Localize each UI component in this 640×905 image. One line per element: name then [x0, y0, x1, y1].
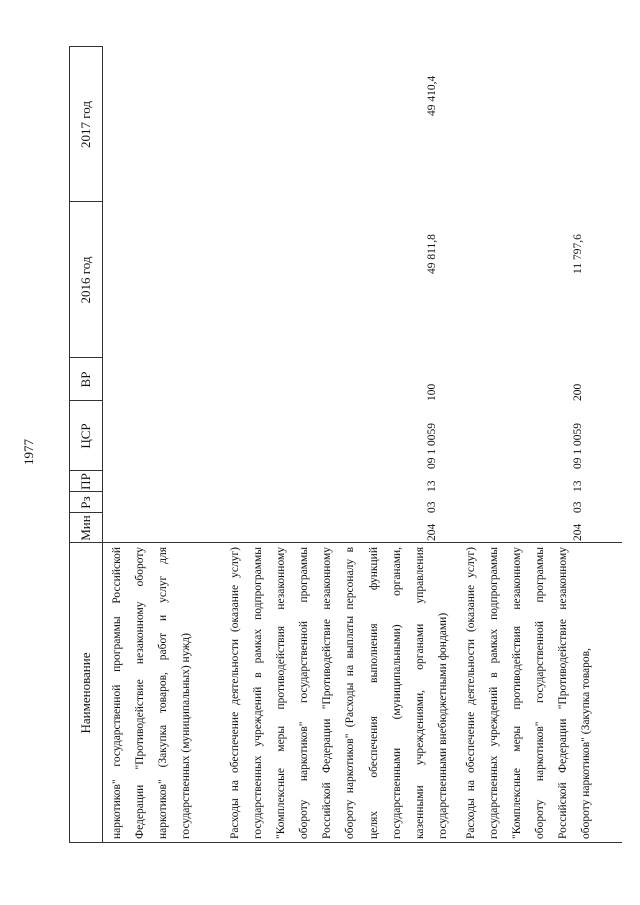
header-2016: 2016 год — [77, 256, 93, 304]
table-row-3-vr: 200 — [572, 383, 584, 401]
table-row-2-csr: 09 1 0059 — [426, 423, 438, 469]
table-row-3-pr: 13 — [572, 480, 584, 492]
header-name: Наименование — [77, 652, 93, 734]
header-pr: ПР — [77, 473, 93, 490]
table-row-2-min: 204 — [426, 523, 438, 541]
table-row-3-csr: 09 1 0059 — [572, 423, 584, 469]
table-row-3-2016: 11 797,6 — [572, 234, 584, 274]
budget-table — [69, 46, 622, 843]
page-number: 1977 — [21, 439, 36, 465]
table-row-2-name: Расходы на обеспечение деятельности (оказание услуг) государственных учреждений в рамках подпрограммы "Комплексные меры противодействия незаконному обороту наркотиков" государственной программы Российской Федерации "Противодействие незаконному обороту наркотиков" (Расходы на выплаты персоналу в целях обеспечения выполнения функций государственными (муниципальными) органами, казенными учреждениями, органами управления государственными внебюджетными фондами) — [229, 547, 449, 839]
header-min: Мин — [77, 515, 93, 541]
table-row-3-rz: 03 — [572, 501, 584, 513]
table-row-2-vr: 100 — [426, 383, 438, 401]
table-row-3-name: Расходы на обеспечение деятельности (оказание услуг) государственных учреждений в рамках подпрограммы "Комплексные меры противодействия незаконному обороту наркотиков" государственной программы Российской Федерации "Противодействие незаконному обороту наркотиков" (Закупка товаров, — [465, 547, 593, 839]
table-row-2-2017: 49 410,4 — [426, 75, 438, 116]
table-row-1-name: наркотиков" государственной программы Российской Федерации "Противодействие незаконному обороту наркотиков" (Закупка товаров, работ и услуг для государственных (муниципальных) нужд) — [111, 547, 193, 839]
header-2017: 2017 год — [77, 101, 93, 148]
table-row-2-pr: 13 — [426, 480, 438, 492]
table-row-3-min: 204 — [572, 523, 584, 541]
header-csr: ЦСР — [77, 423, 93, 449]
table-row-2-2016: 49 811,8 — [426, 234, 438, 274]
header-vr: ВР — [77, 371, 93, 388]
table-row-2-rz: 03 — [426, 501, 438, 513]
header-rz: Рз — [77, 496, 93, 509]
